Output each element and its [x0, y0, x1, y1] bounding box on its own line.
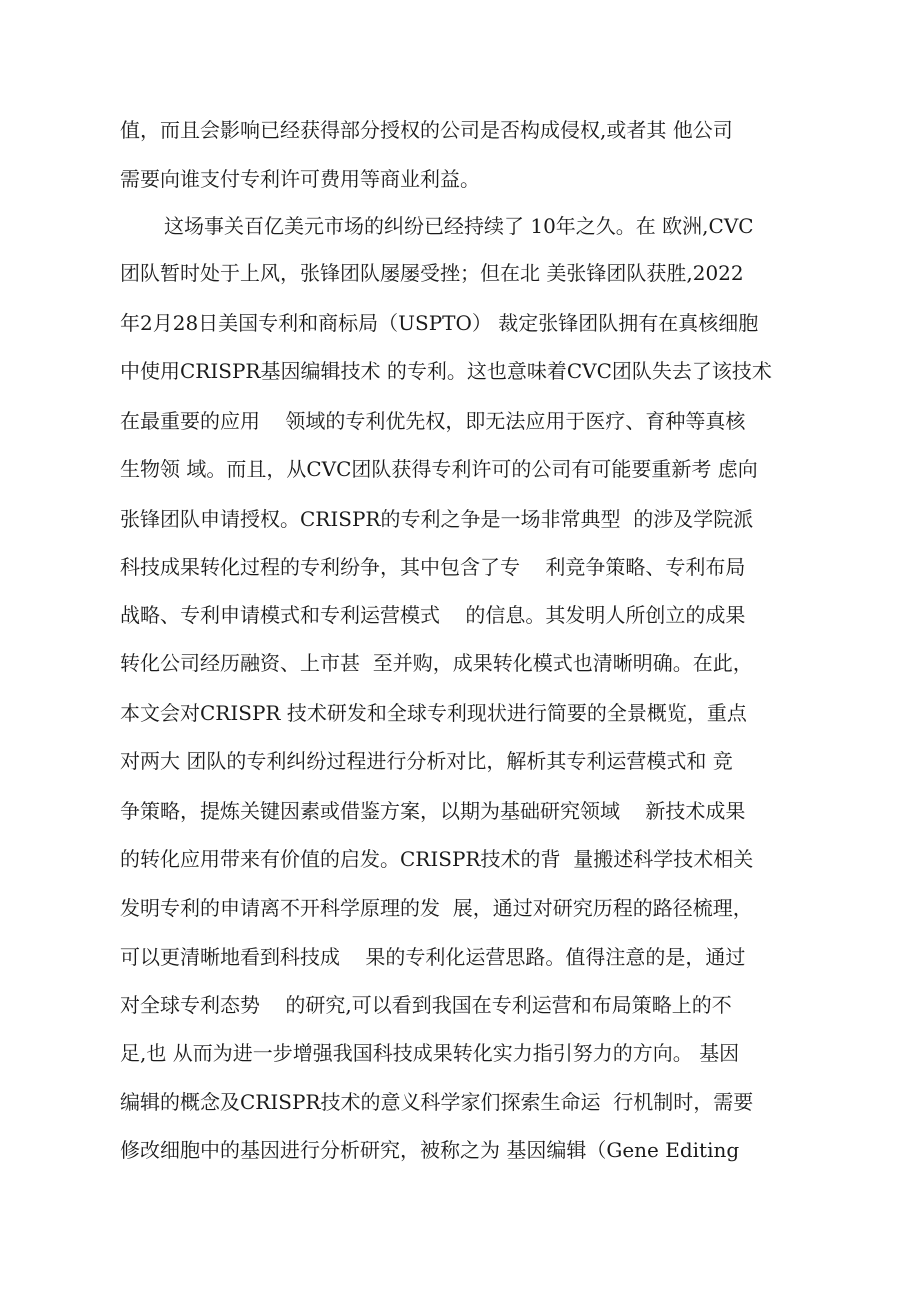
- text-line: 足,也 从而为进一步增强我国科技成果转化实力指引努力的方向。 基因: [120, 1041, 740, 1065]
- text-line: 需要向谁支付专利许可费用等商业利益。: [120, 167, 480, 191]
- text-line: 本文会对CRISPR 技术研发和全球专利现状进行简要的全景概览，重点: [120, 701, 747, 725]
- text-line: 对全球专利态势 的研究,可以看到我国在专利运营和布局策略上的不: [120, 993, 732, 1017]
- text-line: 对两大 团队的专利纠纷过程进行分析对比，解析其专利运营模式和 竞: [120, 749, 733, 773]
- text-line: 在最重要的应用 领域的专利优先权，即无法应用于医疗、育种等真核: [120, 409, 746, 433]
- text-line: 科技成果转化过程的专利纷争，其中包含了专 利竞争策略、专利布局: [120, 555, 746, 579]
- text-line: 修改细胞中的基因进行分析研究，被称之为 基因编辑（Gene Editing: [120, 1138, 740, 1162]
- text-line: 发明专利的申请离不开科学原理的发 展，通过对研究历程的路径梳理，: [120, 896, 753, 920]
- text-line: 值，而且会影响已经获得部分授权的公司是否构成侵权,或者其 他公司: [120, 118, 733, 142]
- text-line: 的转化应用带来有价值的启发。CRISPR技术的背 量搬述科学技术相关: [120, 847, 754, 871]
- text-line: 可以更清晰地看到科技成 果的专利化运营思路。值得注意的是，通过: [120, 945, 746, 969]
- text-line: 争策略，提炼关键因素或借鉴方案，以期为基础研究领域 新技术成果: [120, 799, 746, 823]
- paragraph-start-line: 这场事关百亿美元市场的纠纷已经持续了 10年之久。在 欧洲,CVC: [164, 214, 754, 238]
- text-line: 生物领 域。而且，从CVC团队获得专利许可的公司有可能要重新考 虑向: [120, 457, 758, 481]
- text-line: 团队暂时处于上风，张锋团队屡屡受挫；但在北 美张锋团队获胜,2022: [120, 261, 744, 285]
- text-line: 战略、专利申请模式和专利运营模式 的信息。其发明人所创立的成果: [120, 603, 746, 627]
- text-line: 编辑的概念及CRISPR技术的意义科学家们探索生命运 行机制时，需要: [120, 1090, 754, 1114]
- text-line: 转化公司经历融资、上市甚 至并购，成果转化模式也清晰明确。在此，: [120, 651, 753, 675]
- text-line: 张锋团队申请授权。CRISPR的专利之争是一场非常典型 的涉及学院派: [120, 507, 754, 531]
- text-line: 年2月28日美国专利和商标局（USPTO） 裁定张锋团队拥有在真核细胞: [120, 311, 759, 335]
- text-line: 中使用CRISPR基因编辑技术 的专利。这也意味着CVC团队失去了该技术: [120, 359, 772, 383]
